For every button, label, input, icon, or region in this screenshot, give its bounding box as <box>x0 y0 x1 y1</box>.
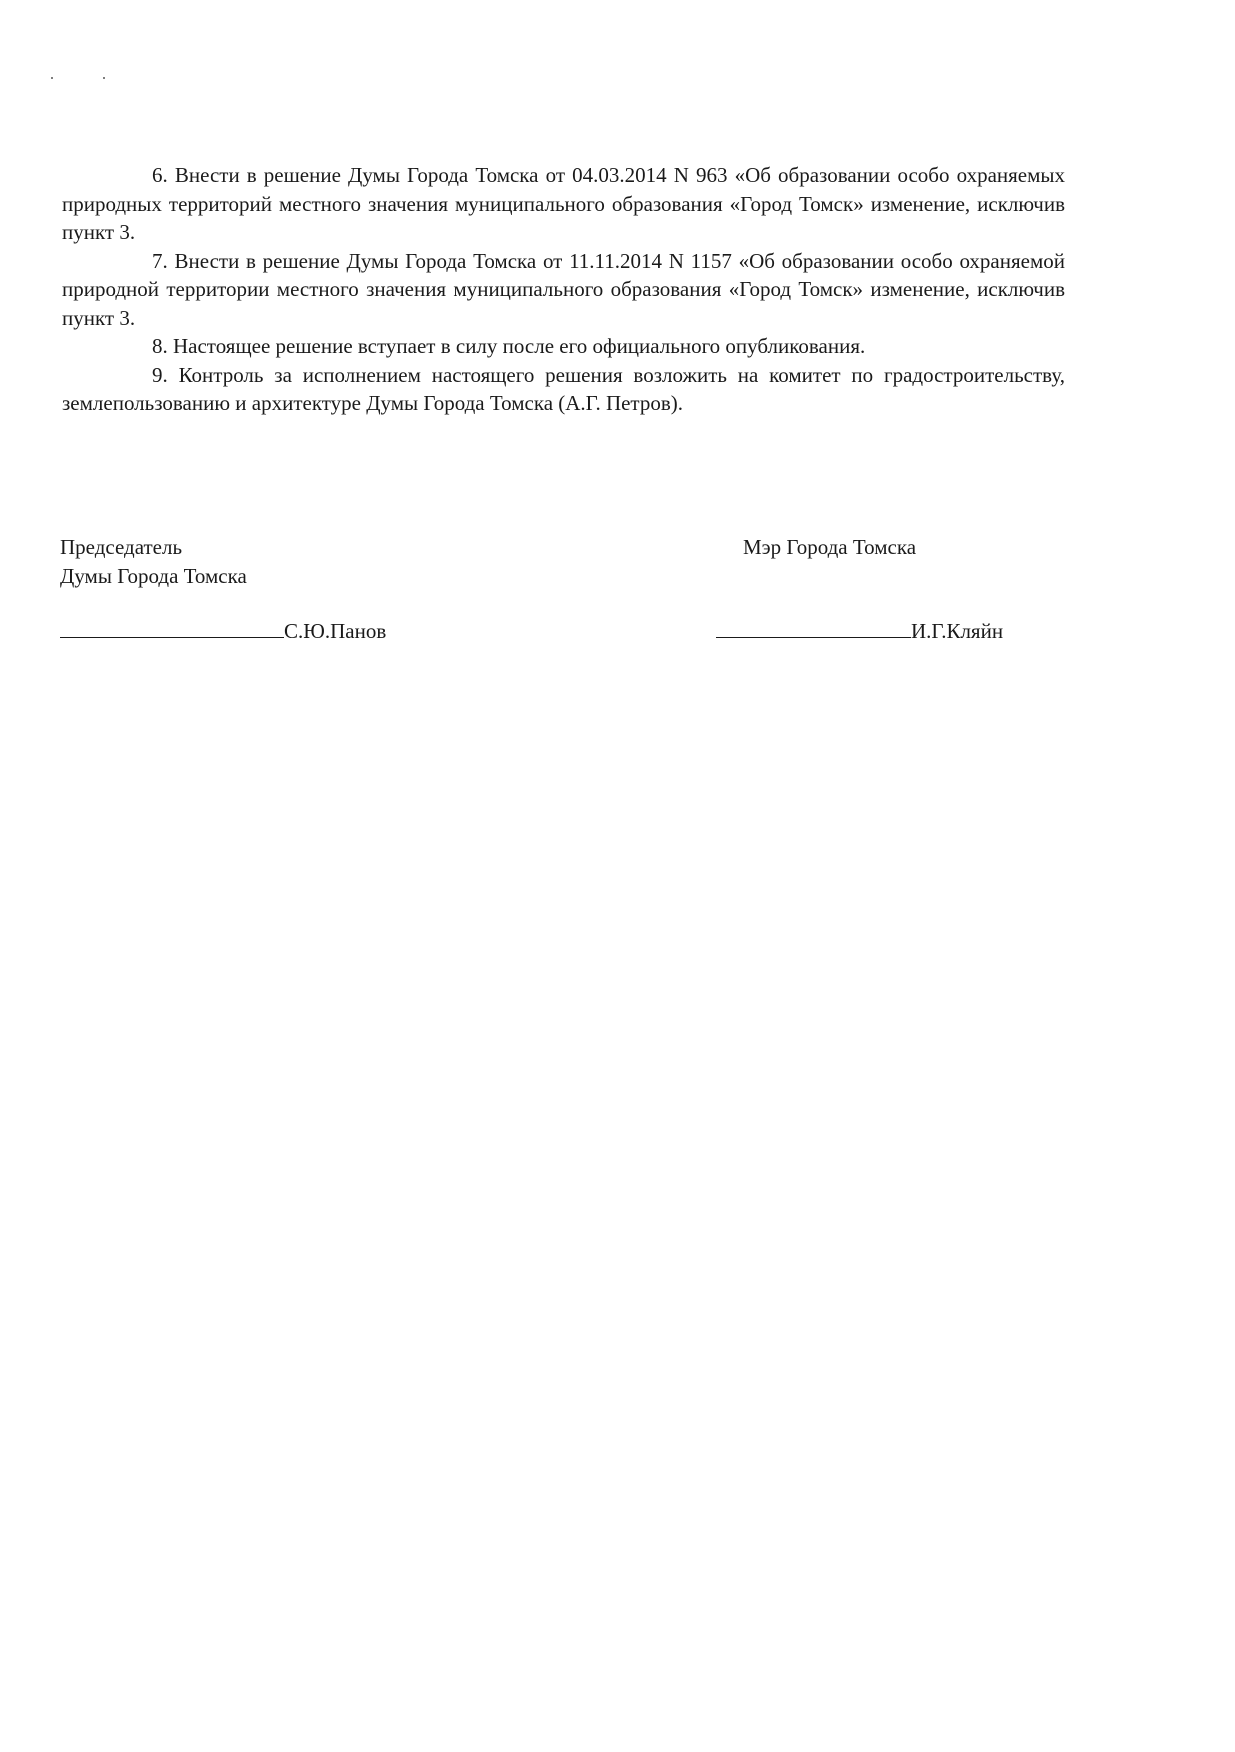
signature-block-mayor <box>743 533 916 562</box>
scan-speck <box>51 77 53 79</box>
paragraph-8 <box>62 332 1065 361</box>
signature-underline <box>60 619 284 638</box>
paragraph-7 <box>62 247 1065 333</box>
paragraph-6 <box>62 161 1065 247</box>
paragraph-text: Внести в решение Думы Города Томска от 11.11.2014 N 1157 «Об образовании особо охраняемой природной территории местного значения муниципального образования «Город Томск» изменение, исключив пункт 3. <box>62 248 1066 330</box>
paragraph-number: 9. <box>152 362 168 387</box>
signatory-name: И.Г.Кляйн <box>911 619 1004 643</box>
paragraph-text: Настоящее решение вступает в силу после его официального опубликования. <box>173 334 866 358</box>
paragraph-text: Внести в решение Думы Города Томска от 04.03.2014 N 963 «Об образовании особо охраняемых природных территорий местного значения муниципального образования «Город Томск» изменение, исключив пункт 3. <box>62 163 1066 244</box>
signatory-title: Председатель <box>60 535 183 559</box>
paragraph-number: 7. <box>152 248 168 273</box>
signatory-title: Думы Города Томска <box>60 563 247 588</box>
paragraph-number: 8. <box>152 334 168 358</box>
signature-underline <box>716 619 911 638</box>
paragraph-9 <box>62 361 1065 418</box>
paragraph-text: Контроль за исполнением настоящего решения возложить на комитет по градостроительству, землепользованию и архитектуре Думы Города Томска (А.Г. Петров). <box>62 362 1065 415</box>
document-body <box>62 161 1065 418</box>
paragraph-number: 6. <box>152 163 168 187</box>
scan-speck <box>103 77 105 79</box>
signatory-title: Мэр Города Томска <box>743 535 917 559</box>
signature-block-chairman <box>60 533 247 590</box>
signatory-name: С.Ю.Панов <box>284 619 387 643</box>
signature-line-chairman <box>60 617 386 646</box>
signature-line-mayor <box>716 617 1003 646</box>
